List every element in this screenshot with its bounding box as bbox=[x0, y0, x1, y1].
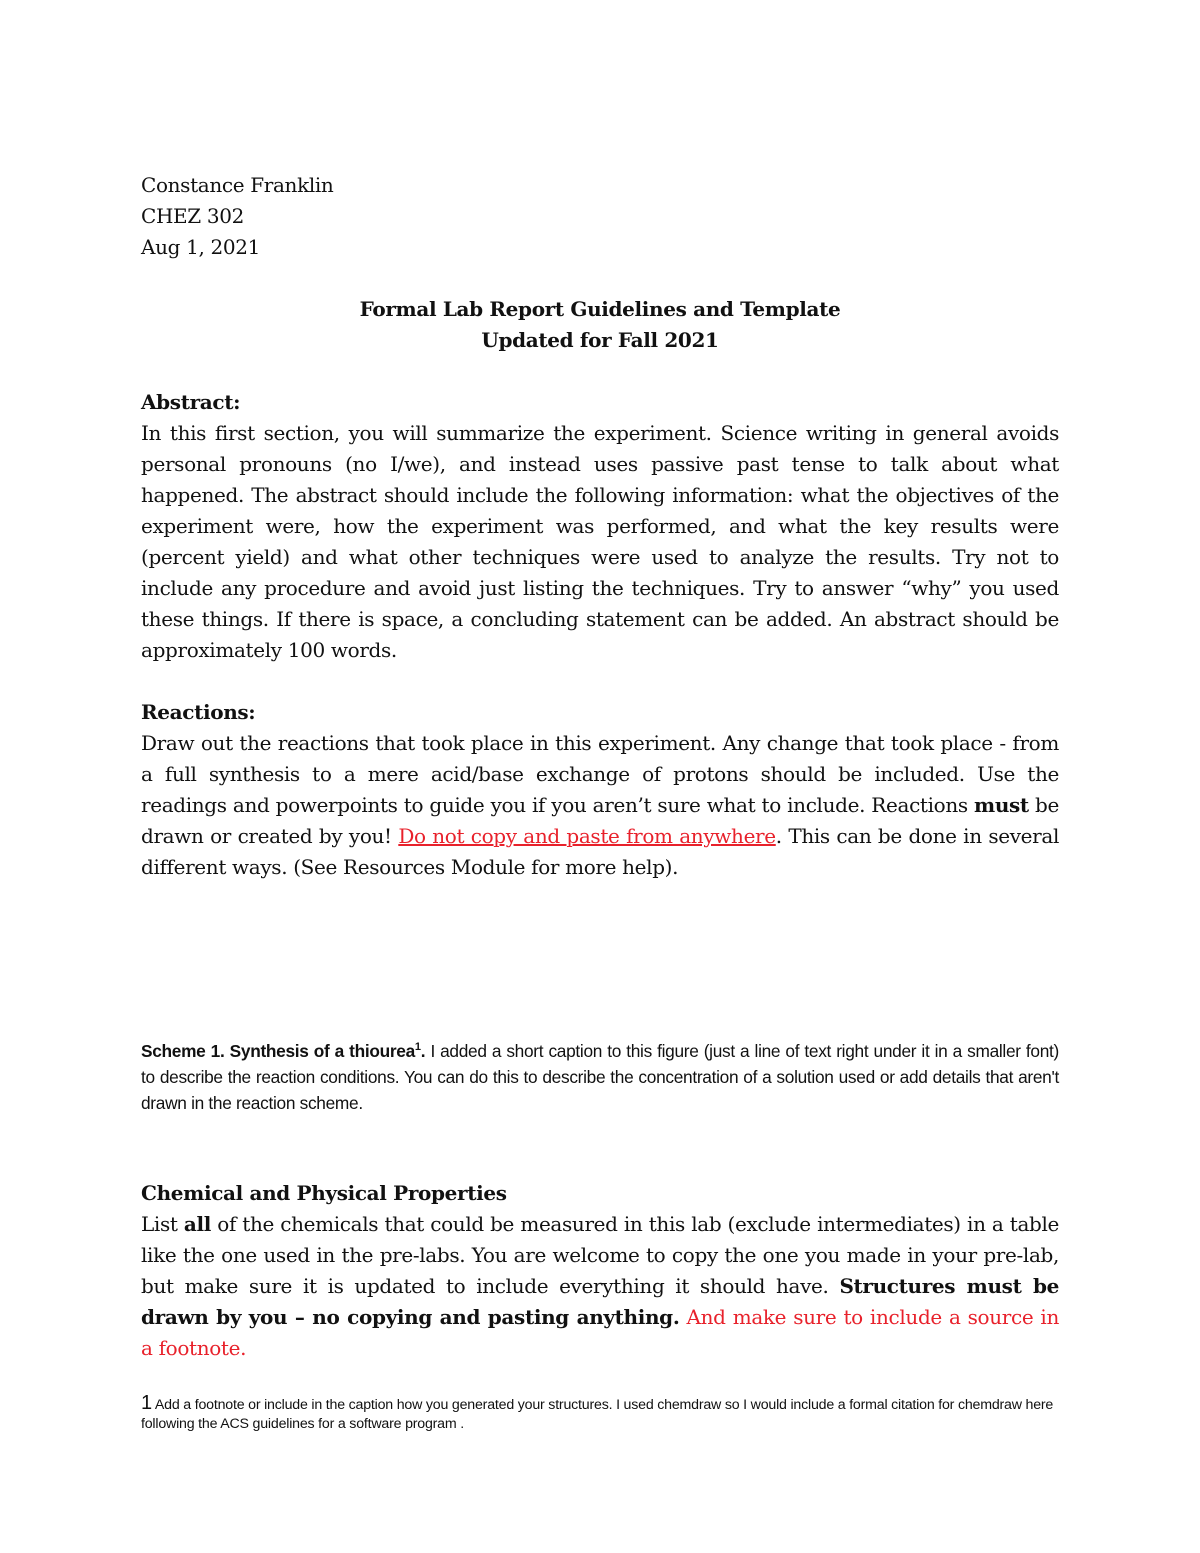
footnote bbox=[141, 1394, 1059, 1434]
properties-source-reminder: And make sure to include a source in a footnote. bbox=[141, 1305, 1059, 1360]
reactions-heading: Reactions: bbox=[141, 700, 256, 724]
no-copy-warning-link[interactable]: Do not copy and paste from anywhere bbox=[398, 824, 776, 848]
scheme-caption bbox=[141, 1038, 1059, 1116]
scheme-caption-label-dot: . bbox=[420, 1041, 426, 1061]
properties-emphasis-structures: Structures must be drawn by you – no copying and pasting anything. bbox=[141, 1274, 1059, 1329]
document-title bbox=[141, 294, 1059, 356]
reaction-scheme-area bbox=[141, 883, 1059, 1038]
reactions-body bbox=[141, 728, 1059, 883]
author-name: Constance Franklin bbox=[141, 173, 334, 197]
properties-text-1: List bbox=[141, 1212, 184, 1236]
properties-heading: Chemical and Physical Properties bbox=[141, 1181, 507, 1205]
scheme-caption-footnote-ref: 1 bbox=[414, 1041, 421, 1054]
reactions-text-1: Draw out the reactions that took place in this experiment. Any change that took place - from a full synthesis to a mere acid/base exchange of protons should be included. Use the readings and powerpoints to guide you if you aren’t sure what to include. Reactions bbox=[141, 731, 1059, 817]
title-line-1: Formal Lab Report Guidelines and Template bbox=[359, 297, 841, 321]
abstract-section bbox=[141, 387, 1059, 666]
reactions-text-3: . This can be done in several different ways. (See Resources Module for more help). bbox=[141, 824, 1059, 879]
scheme-caption-text: I added a short caption to this figure (just a line of text right under it in a smaller font) to describe the reaction conditions. You can do this to describe the concentration of a solution used or add details that aren't drawn in the reaction scheme. bbox=[141, 1041, 1059, 1113]
title-line-2: Updated for Fall 2021 bbox=[481, 328, 719, 352]
properties-emphasis-all: all bbox=[183, 1212, 211, 1236]
reactions-section bbox=[141, 697, 1059, 883]
scheme-caption-label: Scheme 1. Synthesis of a thiourea bbox=[141, 1041, 415, 1061]
course-code: CHEZ 302 bbox=[141, 204, 244, 228]
document-date: Aug 1, 2021 bbox=[141, 235, 260, 259]
properties-text-2: of the chemicals that could be measured in this lab (exclude intermediates) in a table like the one used in the pre-labs. You are welcome to copy the one you made in your pre-lab, but make sure it is updated to include everything it should have. bbox=[141, 1212, 1059, 1298]
reactions-emphasis-must: must bbox=[974, 793, 1029, 817]
properties-section bbox=[141, 1178, 1059, 1364]
footnote-number: 1 bbox=[141, 1392, 152, 1414]
abstract-heading: Abstract: bbox=[141, 390, 241, 414]
properties-text-3 bbox=[679, 1305, 686, 1329]
document-header bbox=[141, 170, 1059, 263]
document-content bbox=[141, 170, 1059, 1434]
properties-body bbox=[141, 1209, 1059, 1364]
reactions-text-2: be drawn or created by you! bbox=[141, 793, 1059, 848]
footnote-text: Add a footnote or include in the caption how you generated your structures. I used chemdraw so I would include a formal citation for chemdraw here following the ACS guidelines for a software program . bbox=[141, 1397, 1054, 1432]
abstract-body: In this first section, you will summarize the experiment. Science writing in general avoids personal pronouns (no I/we), and instead uses passive past tense to talk about what happened. The abstract should include the following information: what the objectives of the experiment were, how the experiment was performed, and what the key results were (percent yield) and what other techniques were used to analyze the results. Try not to include any procedure and avoid just listing the techniques. Try to answer “why” you used these things. If there is space, a concluding statement can be added. An abstract should be approximately 100 words. bbox=[141, 421, 1059, 662]
